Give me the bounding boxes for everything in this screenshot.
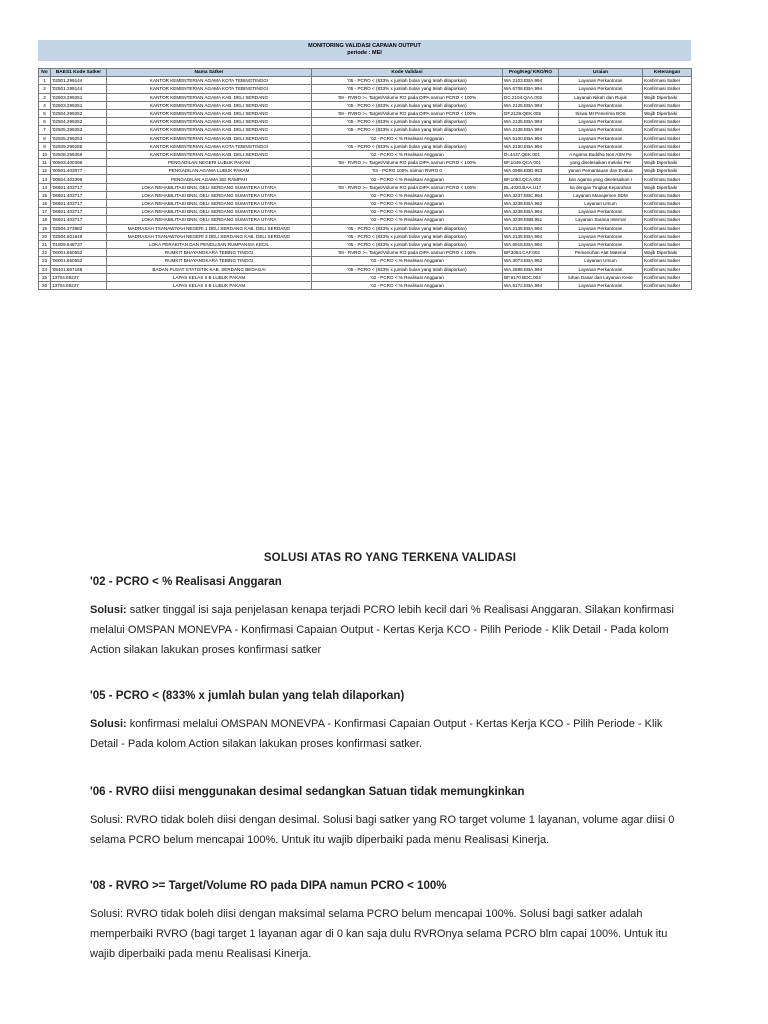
cell-kode-validasi: '05 - PCRO < (833% x jumlah bulan yang telah dilaporkan) xyxy=(312,265,503,273)
cell-keterangan: Konfirmasi Satker xyxy=(643,142,692,150)
cell-kode-validasi: '02 - PCRO < % Realisasi Anggaran xyxy=(312,200,503,208)
cell-prog-keg: WA.2135.EBA.994 xyxy=(503,224,559,232)
cell-nama-satker: LOKA REHABILITASI BNN, DELI SERDANG SUMATERA UTARA xyxy=(107,183,312,191)
solution-section xyxy=(90,552,690,964)
cell-keterangan: Konfirmasi Satker xyxy=(643,175,692,183)
cell-kode-satker: '02504.299252 xyxy=(51,118,107,126)
cell-kode-validasi: '02 - PCRO < % Realisasi Anggaran xyxy=(312,191,503,199)
cell-keterangan: Konfirmasi Satker xyxy=(643,240,692,248)
cell-keterangan: Wajib Diperbaiki xyxy=(643,159,692,167)
report-period: periode : MEI xyxy=(347,50,382,56)
cell-kode-validasi: '02 - PCRO < % Realisasi Anggaran xyxy=(312,134,503,142)
table-row xyxy=(39,85,692,93)
cell-keterangan: Konfirmasi Satker xyxy=(643,126,692,134)
table-row xyxy=(39,175,692,183)
cell-uraian: yanan Pemantauan dan Evalua xyxy=(559,167,643,175)
cell-kode-validasi: '05 - PCRO < (833% x jumlah bulan yang telah dilaporkan) xyxy=(312,232,503,240)
cell-keterangan: Konfirmasi Satker xyxy=(643,118,692,126)
cell-keterangan: Konfirmasi Satker xyxy=(643,216,692,224)
cell-no: 3 xyxy=(39,93,51,101)
col-header-prog-keg: Prog/Keg/ KRO/RO xyxy=(503,69,559,77)
table-row xyxy=(39,208,692,216)
cell-uraian: Pemenuhan Alat Material xyxy=(559,249,643,257)
cell-kode-satker: '02501.299144 xyxy=(51,77,107,85)
cell-nama-satker: KANTOR KEMENTERIAN AGAMA KAB. DELI SERDANG xyxy=(107,118,312,126)
cell-kode-satker: '06601.403717 xyxy=(51,208,107,216)
cell-kode-validasi: '05 - PCRO < (833% x jumlah bulan yang telah dilaporkan) xyxy=(312,142,503,150)
table-row xyxy=(39,249,692,257)
table-header-row xyxy=(39,69,692,77)
cell-kode-validasi: '02 - PCRO < % Realisasi Anggaran xyxy=(312,175,503,183)
col-header-uraian: Uraian xyxy=(559,69,643,77)
cell-keterangan: Konfirmasi Satker xyxy=(643,281,692,289)
cell-keterangan: Konfirmasi Satker xyxy=(643,208,692,216)
cell-no: 11 xyxy=(39,159,51,167)
cell-kode-satker: '02504.601649 xyxy=(51,232,107,240)
cell-nama-satker: LOKA REHABILITASI BNN, DELI SERDANG SUMATERA UTARA xyxy=(107,208,312,216)
cell-prog-keg: WA.6708.EBA.994 xyxy=(503,85,559,93)
col-header-kode-validasi: Kode Validasi xyxy=(312,69,503,77)
solution-label: Solusi: xyxy=(90,718,127,730)
solution-text xyxy=(90,810,690,850)
cell-keterangan: Wajib Diperbaiki xyxy=(643,109,692,117)
solution-text xyxy=(90,904,690,964)
cell-uraian: Layanan Umum xyxy=(559,200,643,208)
validation-table xyxy=(38,68,692,290)
cell-kode-validasi: '02 - PCRO < % Realisasi Anggaran xyxy=(312,281,503,289)
cell-uraian: Siswa MI Penerima BOS xyxy=(559,109,643,117)
cell-no: 4 xyxy=(39,101,51,109)
cell-nama-satker: KANTOR KEMENTERIAN AGAMA KAB. DELI SERDANG xyxy=(107,126,312,134)
cell-nama-satker: LOKA REHABILITASI BNN, DELI SERDANG SUMATERA UTARA xyxy=(107,200,312,208)
cell-no: 8 xyxy=(39,134,51,142)
cell-keterangan: Konfirmasi Satker xyxy=(643,273,692,281)
cell-uraian: Layanan Perkantoran xyxy=(559,208,643,216)
cell-prog-keg: WA.2138.EBA.994 xyxy=(503,126,559,134)
cell-nama-satker: KANTOR KEMENTERIAN AGAMA KAB. DELI SERDANG xyxy=(107,101,312,109)
cell-prog-keg: WA.3237.EBC.954 xyxy=(503,191,559,199)
cell-uraian: luhan Dasar dan Layanan Kese xyxy=(559,273,643,281)
cell-uraian: Layanan Perkantoran xyxy=(559,101,643,109)
col-header-keterangan: Keterangan xyxy=(643,69,692,77)
cell-prog-keg: WA.3073.EBA.962 xyxy=(503,257,559,265)
cell-kode-validasi: '02 - PCRO < % Realisasi Anggaran xyxy=(312,150,503,158)
table-row xyxy=(39,273,692,281)
cell-uraian: Layanan Perkantoran xyxy=(559,142,643,150)
cell-prog-keg: WA.0986.EBD.953 xyxy=(503,167,559,175)
cell-no: 20 xyxy=(39,232,51,240)
report-title: MONITORING VALIDASI CAPAIAN OUTPUT xyxy=(308,43,421,49)
cell-keterangan: Konfirmasi Satker xyxy=(643,191,692,199)
cell-prog-keg: WA.2886.EBA.994 xyxy=(503,265,559,273)
cell-uraian: Layanan Nikah dan Rujuk xyxy=(559,93,643,101)
cell-kode-validasi: '05 - PCRO < (833% x jumlah bulan yang telah dilaporkan) xyxy=(312,77,503,85)
cell-uraian: Layanan Manajemen SDM xyxy=(559,191,643,199)
cell-uraian: Layanan Perkantoran xyxy=(559,85,643,93)
cell-uraian: Layanan Perkantoran xyxy=(559,265,643,273)
cell-kode-satker: '06601.403717 xyxy=(51,191,107,199)
cell-no: 16 xyxy=(39,200,51,208)
cell-kode-satker: '02501.299144 xyxy=(51,85,107,93)
cell-no: 23 xyxy=(39,257,51,265)
cell-prog-keg: BF.1049.QCA.001 xyxy=(503,159,559,167)
table-row xyxy=(39,126,692,134)
cell-kode-satker: '06601.403717 xyxy=(51,216,107,224)
cell-kode-satker: '00503.400396 xyxy=(51,159,107,167)
solution-body: Solusi: RVRO tidak boleh diisi dengan desimal. Solusi bagi satker yang RO target volume 1 layanan, volume agar diisi 0 selama PCRO belum mencapai 100%. Untuk itu wajib diperbaiki pada menu Realisasi Kinerja. xyxy=(90,814,675,846)
cell-kode-validasi: '08 - RVRO >= Target/Volume RO pada DIPA namun PCRO < 100% xyxy=(312,109,503,117)
table-row xyxy=(39,216,692,224)
cell-kode-satker: 13704.69227 xyxy=(51,273,107,281)
table-row xyxy=(39,159,692,167)
table-row xyxy=(39,191,692,199)
cell-prog-keg: WA.3239.EBA.994 xyxy=(503,208,559,216)
cell-nama-satker: KANTOR KEMENTERIAN AGAMA KOTA TEBINGTINGGI xyxy=(107,77,312,85)
cell-nama-satker: LAPAS KELAS II B LUBUK PAKAM xyxy=(107,281,312,289)
cell-uraian: Layanan Perkantoran xyxy=(559,118,643,126)
cell-kode-satker: '06001.650552 xyxy=(51,249,107,257)
solution-title: SOLUSI ATAS RO YANG TERKENA VALIDASI xyxy=(263,552,517,564)
cell-no: 26 xyxy=(39,281,51,289)
cell-kode-satker: '02505.299253 xyxy=(51,134,107,142)
cell-keterangan: Wajib Diperbaiki xyxy=(643,249,692,257)
table-row xyxy=(39,77,692,85)
table-row xyxy=(39,118,692,126)
cell-kode-satker: '05401.667168 xyxy=(51,265,107,273)
cell-kode-validasi: '05 - PCRO < (833% x jumlah bulan yang telah dilaporkan) xyxy=(312,118,503,126)
cell-prog-keg: WA.6172.EBA.994 xyxy=(503,281,559,289)
cell-prog-keg: WA.2103.EBA.994 xyxy=(503,77,559,85)
cell-nama-satker: LOKA REHABILITASI BNN, DELI SERDANG SUMATERA UTARA xyxy=(107,191,312,199)
cell-no: 18 xyxy=(39,216,51,224)
solution-item-02 xyxy=(90,576,690,660)
cell-no: 25 xyxy=(39,273,51,281)
spreadsheet-report xyxy=(38,40,691,290)
cell-kode-validasi: '05 - PCRO < (833% x jumlah bulan yang telah dilaporkan) xyxy=(312,85,503,93)
cell-nama-satker: MADRASAH TSANAWIYAH NEGERI 1 DELI SERDANG KAB. DELI SERDANG xyxy=(107,224,312,232)
cell-nama-satker: KANTOR KEMENTERIAN AGAMA KOTA TEBINGTINGGI xyxy=(107,142,312,150)
col-header-no: No xyxy=(39,69,51,77)
cell-uraian: n Agama Buddha Non ASN Pe xyxy=(559,150,643,158)
cell-kode-satker: '02508.299359 xyxy=(51,150,107,158)
cell-uraian: kan Agama yang diselesaikan r xyxy=(559,175,643,183)
table-body xyxy=(39,77,692,290)
solution-heading: '02 - PCRO < % Realisasi Anggaran xyxy=(90,576,282,588)
cell-nama-satker: KANTOR KEMENTERIAN AGAMA KAB. DELI SERDANG xyxy=(107,134,312,142)
solution-body: satker tinggal isi saja penjelasan kenapa terjadi PCRO lebih kecil dari % Realisasi Anggaran. Silakan konfirmasi melalui OMSPAN MONEVPA - Konfirmasi Capaian Output - Kertas Kerja KCO - Pilih Periode - Klik Detail - Pada kolom Action silakan lakukan proses konfirmasi satker xyxy=(90,604,674,656)
cell-prog-keg: BF.6170.BDC.004 xyxy=(503,273,559,281)
cell-nama-satker: PENGADILAN AGAMA SEI RAMPAH xyxy=(107,175,312,183)
table-row xyxy=(39,93,692,101)
cell-nama-satker: LOKA PERAKITAN DAN PENGUJIAN RUMPANSIA KECIL xyxy=(107,240,312,248)
cell-kode-validasi: '02 - PCRO < % Realisasi Anggaran xyxy=(312,208,503,216)
cell-keterangan: Konfirmasi Satker xyxy=(643,257,692,265)
table-row xyxy=(39,183,692,191)
cell-kode-satker: '06601.403717 xyxy=(51,200,107,208)
cell-keterangan: Konfirmasi Satker xyxy=(643,101,692,109)
table-row xyxy=(39,109,692,117)
cell-kode-satker: '02504.299252 xyxy=(51,109,107,117)
solution-body: Solusi: RVRO tidak boleh diisi dengan maksimal selama PCRO belum mencapai 100%. Solusi bagi satker adalah memperbaiki RVRO (bagi target 1 layanan agar di 0 kan saja dulu RVROnya selama PCRO blm capai 100%. Untuk itu wajib diperbaiki pada menu Realisasi Kinerja. xyxy=(90,908,668,960)
cell-kode-validasi: '03 - PCRO 100% namun RVRO 0 xyxy=(312,167,503,175)
table-row xyxy=(39,134,692,142)
cell-keterangan: Konfirmasi Satker xyxy=(643,77,692,85)
cell-no: 14 xyxy=(39,183,51,191)
cell-kode-validasi: '08 - RVRO >= Target/Volume RO pada DIPA namun PCRO < 100% xyxy=(312,183,503,191)
cell-no: 12 xyxy=(39,167,51,175)
cell-nama-satker: PENGADILAN AGAMA LUBUK PAKAM xyxy=(107,167,312,175)
cell-prog-keg: WA.5100.EBA.994 xyxy=(503,134,559,142)
cell-uraian: Layanan Perkantoran xyxy=(559,240,643,248)
cell-kode-validasi: '05 - PCRO < (833% x jumlah bulan yang telah dilaporkan) xyxy=(312,240,503,248)
cell-kode-satker: '02503.299251 xyxy=(51,93,107,101)
cell-kode-validasi: '08 - RVRO >= Target/Volume RO pada DIPA namun PCRO < 100% xyxy=(312,93,503,101)
cell-prog-keg: WA.2150.EBA.994 xyxy=(503,142,559,150)
cell-prog-keg: WA.2125.EBA.994 xyxy=(503,101,559,109)
cell-nama-satker: KANTOR KEMENTERIAN AGAMA KAB. DELI SERDANG xyxy=(107,150,312,158)
solution-heading: '08 - RVRO >= Target/Volume RO pada DIPA namun PCRO < 100% xyxy=(90,880,447,892)
cell-keterangan: Wajib Diperbaiki xyxy=(643,167,692,175)
col-header-kode-satker: BAES1 Kode Satker xyxy=(51,69,107,77)
cell-nama-satker: KANTOR KEMENTERIAN AGAMA KAB. DELI SERDANG xyxy=(107,109,312,117)
cell-kode-satker: '02509.299285 xyxy=(51,142,107,150)
cell-prog-keg: BL.4020.BAA.U17 xyxy=(503,183,559,191)
table-row xyxy=(39,200,692,208)
cell-kode-satker: '01809.648737 xyxy=(51,240,107,248)
cell-keterangan: Konfirmasi Satker xyxy=(643,134,692,142)
table-row xyxy=(39,257,692,265)
cell-prog-keg: DC.2104.QAA.002 xyxy=(503,93,559,101)
cell-keterangan: Wajib Diperbaiki xyxy=(643,93,692,101)
cell-no: 21 xyxy=(39,240,51,248)
cell-kode-satker: '02504.373982 xyxy=(51,224,107,232)
cell-nama-satker: MADRASAH TSANAWIYAH NEGERI 3 DELI SERDANG KAB. DELI SERDANG xyxy=(107,232,312,240)
cell-prog-keg: WA.6918.EBA.994 xyxy=(503,240,559,248)
cell-nama-satker: RUMKIT BHAYANGKARA TEBING TINGGI xyxy=(107,249,312,257)
cell-no: 22 xyxy=(39,249,51,257)
table-row xyxy=(39,281,692,289)
cell-no: 13 xyxy=(39,175,51,183)
cell-uraian: Layanan Perkantoran xyxy=(559,232,643,240)
cell-uraian: Layanan Umum xyxy=(559,257,643,265)
cell-kode-validasi: '02 - PCRO < % Realisasi Anggaran xyxy=(312,257,503,265)
cell-no: 2 xyxy=(39,85,51,93)
cell-kode-validasi: '08 - RVRO >= Target/Volume RO pada DIPA namun PCRO < 100% xyxy=(312,249,503,257)
solution-item-06 xyxy=(90,786,690,850)
cell-uraian: Layanan Sarana Internal xyxy=(559,216,643,224)
cell-kode-satker: '00504.403399 xyxy=(51,175,107,183)
cell-no: 5 xyxy=(39,109,51,117)
cell-no: 15 xyxy=(39,191,51,199)
cell-kode-satker: '06001.650552 xyxy=(51,257,107,265)
solution-text xyxy=(90,714,690,754)
cell-uraian: Layanan Perkantoran xyxy=(559,224,643,232)
table-row xyxy=(39,224,692,232)
cell-kode-satker: '02505.299253 xyxy=(51,126,107,134)
cell-no: 9 xyxy=(39,142,51,150)
cell-prog-keg: WA.2135.EBA.994 xyxy=(503,118,559,126)
cell-kode-satker: '02503.299251 xyxy=(51,101,107,109)
table-row xyxy=(39,150,692,158)
solution-heading: '06 - RVRO diisi menggunakan desimal sedangkan Satuan tidak memungkinkan xyxy=(90,786,525,798)
cell-no: 7 xyxy=(39,126,51,134)
cell-no: 19 xyxy=(39,224,51,232)
cell-keterangan: Konfirmasi Satker xyxy=(643,150,692,158)
cell-kode-satker: '06601.403717 xyxy=(51,183,107,191)
cell-keterangan: Konfirmasi Satker xyxy=(643,224,692,232)
cell-keterangan: Wajib Diperbaiki xyxy=(643,183,692,191)
cell-nama-satker: LOKA REHABILITASI BNN, DELI SERDANG SUMATERA UTARA xyxy=(107,216,312,224)
cell-keterangan: Konfirmasi Satker xyxy=(643,200,692,208)
cell-nama-satker: BADAN PUSAT STATISTIK KAB. SERDANG BEDAGAI xyxy=(107,265,312,273)
cell-no: 24 xyxy=(39,265,51,273)
table-row xyxy=(39,142,692,150)
cell-kode-validasi: '05 - PCRO < (833% x jumlah bulan yang telah dilaporkan) xyxy=(312,224,503,232)
cell-kode-validasi: '05 - PCRO < (833% x jumlah bulan yang telah dilaporkan) xyxy=(312,126,503,134)
cell-keterangan: Konfirmasi Satker xyxy=(643,85,692,93)
table-row xyxy=(39,167,692,175)
cell-no: 1 xyxy=(39,77,51,85)
cell-keterangan: Konfirmasi Satker xyxy=(643,265,692,273)
cell-prog-keg: DF.2129.QEK.005 xyxy=(503,109,559,117)
cell-keterangan: Konfirmasi Satker xyxy=(643,232,692,240)
cell-nama-satker: KANTOR KEMENTERIAN AGAMA KAB. DELI SERDANG xyxy=(107,93,312,101)
cell-prog-keg: BP.3084.CAF.002 xyxy=(503,249,559,257)
cell-kode-satker: 13704.69227 xyxy=(51,281,107,289)
table-row xyxy=(39,101,692,109)
cell-no: 6 xyxy=(39,118,51,126)
solution-label: Solusi: xyxy=(90,604,127,616)
cell-kode-validasi: '05 - PCRO < (833% x jumlah bulan yang telah dilaporkan) xyxy=(312,101,503,109)
cell-uraian: ka dengan Tingkat Keparahan xyxy=(559,183,643,191)
solution-text xyxy=(90,600,690,660)
cell-kode-validasi: '02 - PCRO < % Realisasi Anggaran xyxy=(312,273,503,281)
solution-item-08 xyxy=(90,880,690,964)
col-header-nama-satker: Nama Satker xyxy=(107,69,312,77)
cell-prog-keg: DI.4437.QEK.001 xyxy=(503,150,559,158)
cell-nama-satker: PENGADILAN NEGERI LUBUK PAKAM xyxy=(107,159,312,167)
cell-prog-keg: WA.3239.EBB.951 xyxy=(503,216,559,224)
cell-kode-satker: '00501.403077 xyxy=(51,167,107,175)
table-row xyxy=(39,265,692,273)
cell-prog-keg: WA.3239.EBA.962 xyxy=(503,200,559,208)
cell-kode-validasi: '02 - PCRO < % Realisasi Anggaran xyxy=(312,216,503,224)
solution-heading: '05 - PCRO < (833% x jumlah bulan yang telah dilaporkan) xyxy=(90,690,405,702)
cell-no: 10 xyxy=(39,150,51,158)
cell-nama-satker: KANTOR KEMENTERIAN AGAMA KOTA TEBINGTINGGI xyxy=(107,85,312,93)
cell-uraian: Layanan Perkantoran xyxy=(559,126,643,134)
cell-prog-keg: BF.1053.QCA.002 xyxy=(503,175,559,183)
table-row xyxy=(39,232,692,240)
cell-uraian: Layanan Perkantoran xyxy=(559,77,643,85)
cell-nama-satker: LAPAS KELAS II B LUBUK PAKAM xyxy=(107,273,312,281)
cell-nama-satker: RUMKIT BHAYANGKARA TEBING TINGGI xyxy=(107,257,312,265)
solution-item-05 xyxy=(90,690,690,754)
cell-no: 17 xyxy=(39,208,51,216)
cell-uraian: Layanan Perkantoran xyxy=(559,134,643,142)
cell-prog-keg: WA.2135.EBA.994 xyxy=(503,232,559,240)
cell-uraian: Layanan Perkantoran xyxy=(559,281,643,289)
solution-body: konfirmasi melalui OMSPAN MONEVPA - Konfirmasi Capaian Output - Kertas Kerja KCO - Pilih Periode - Klik Detail - Pada kolom Action silakan lakukan proses konfirmasi satker. xyxy=(90,718,663,750)
cell-kode-validasi: '08 - RVRO >= Target/Volume RO pada DIPA namun PCRO < 100% xyxy=(312,159,503,167)
report-header xyxy=(38,40,691,61)
table-row xyxy=(39,240,692,248)
cell-uraian: yang diselesaikan melalui Per xyxy=(559,159,643,167)
